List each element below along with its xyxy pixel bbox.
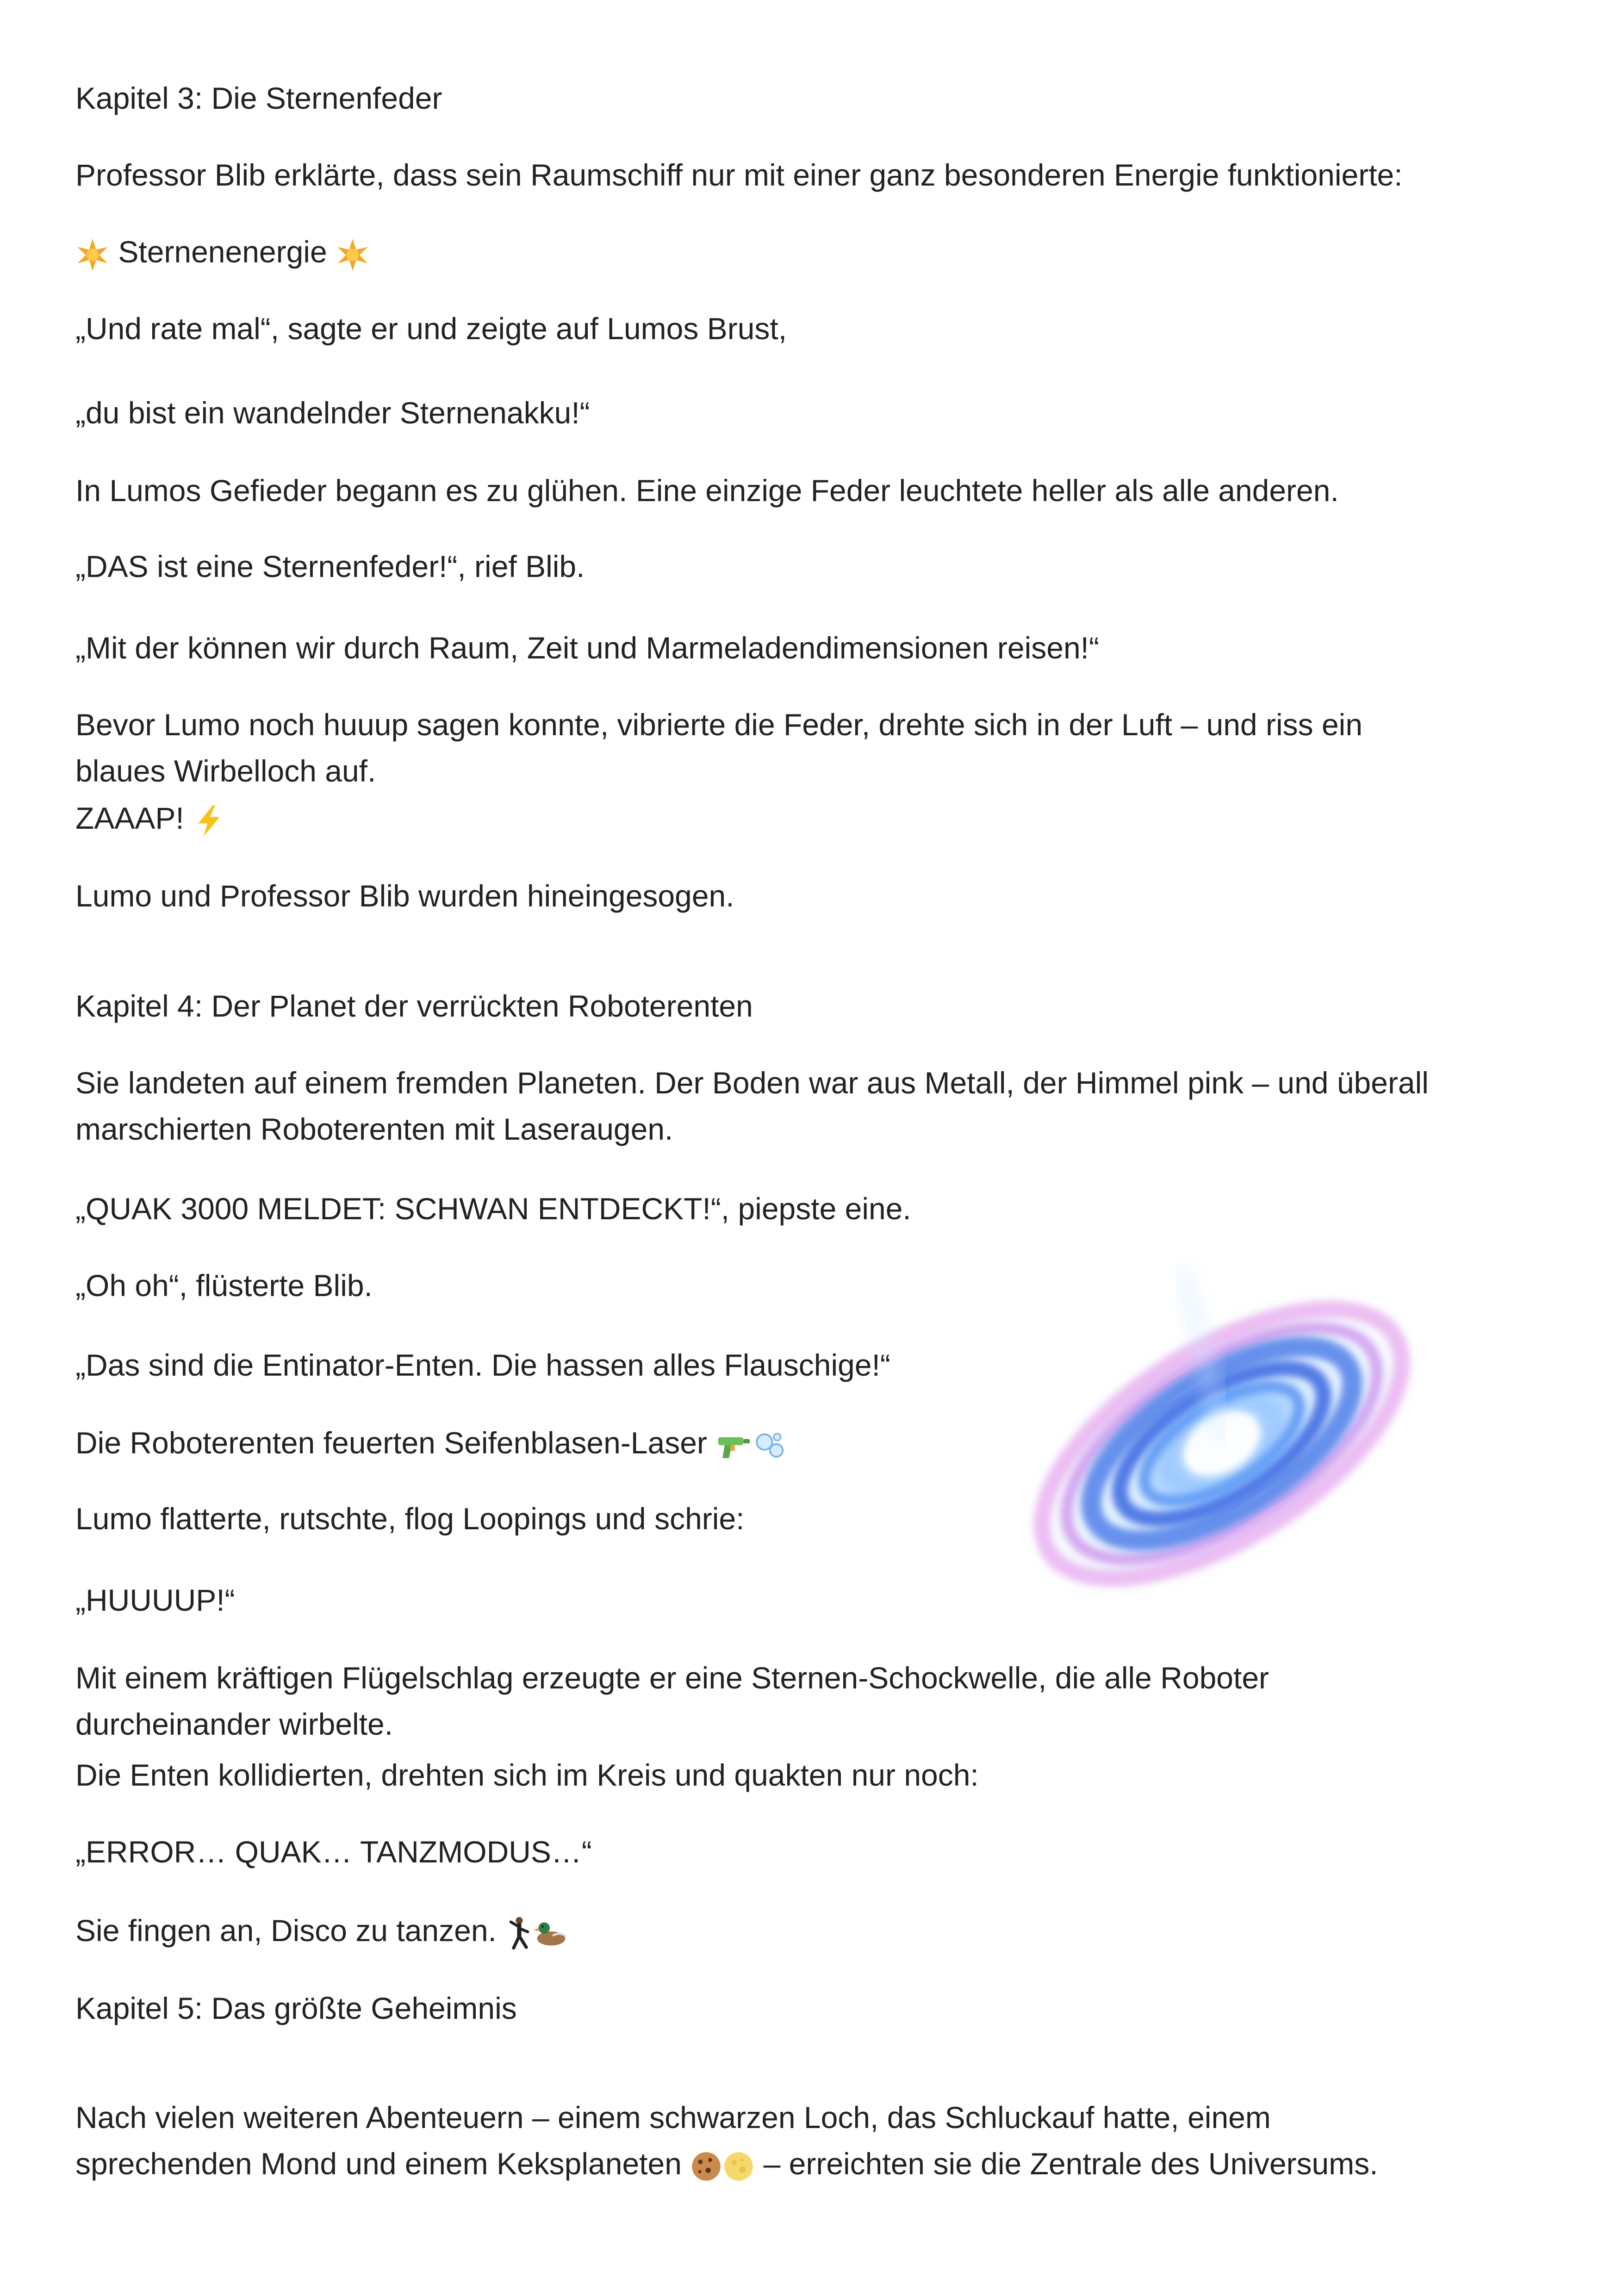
paragraph-line: Lumo flatterte, rutschte, flog Loopings und schrie: bbox=[75, 1502, 745, 1536]
paragraph-line: Professor Blib erklärte, dass sein Raumschiff nur mit einer ganz besonderen Energie funktionierte: bbox=[75, 158, 1403, 192]
paragraph-line: „DAS ist eine Sternenfeder!“, rief Blib. bbox=[75, 549, 585, 583]
bubbles-icon bbox=[753, 1428, 788, 1463]
zaaap-line: ZAAAP! bbox=[75, 795, 225, 841]
star-icon bbox=[75, 237, 110, 272]
paragraph-line: Mit einem kräftigen Flügelschlag erzeugte er eine Sternen-Schockwelle, die alle Roboter bbox=[75, 1661, 1269, 1695]
paragraph-line: „Und rate mal“, sagte er und zeigte auf Lumos Brust, bbox=[75, 311, 787, 346]
chapter-5-heading: Kapitel 5: Das größte Geheimnis bbox=[75, 1991, 517, 2025]
paragraph-line: In Lumos Gefieder begann es zu glühen. Eine einzige Feder leuchtete heller als alle anderen. bbox=[75, 473, 1339, 508]
paragraph-line: „Das sind die Entinator-Enten. Die hassen alles Flauschige!“ bbox=[75, 1348, 890, 1382]
paragraph-line: Nach vielen weiteren Abenteuern – einem schwarzen Loch, das Schluckauf hatte, einem bbox=[75, 2100, 1271, 2135]
laser-line: Die Roboterenten feuerten Seifenblasen-Laser bbox=[75, 1420, 788, 1466]
energy-line: Sternenenergie bbox=[75, 229, 370, 275]
paragraph-line: blaues Wirbelloch auf. bbox=[75, 754, 376, 788]
star-icon bbox=[336, 237, 370, 272]
paragraph-line: durcheinander wirbelte. bbox=[75, 1707, 393, 1741]
paragraph-line: „QUAK 3000 MELDET: SCHWAN ENTDECKT!“, piepste eine. bbox=[75, 1191, 911, 1226]
chapter-3-heading: Kapitel 3: Die Sternenfeder bbox=[75, 81, 442, 115]
paragraph-line: „du bist ein wandelnder Sternenakku!“ bbox=[75, 396, 590, 430]
paragraph-line: Sie landeten auf einem fremden Planeten. Der Boden war aus Metall, der Himmel pink – und überall bbox=[75, 1066, 1429, 1100]
full-moon-icon bbox=[722, 2150, 755, 2183]
paragraph-line: „HUUUUP!“ bbox=[75, 1583, 235, 1617]
chapter-4-heading: Kapitel 4: Der Planet der verrückten Roboterenten bbox=[75, 989, 753, 1023]
paragraph-line: „Mit der können wir durch Raum, Zeit und Marmeladendimensionen reisen!“ bbox=[75, 631, 1099, 665]
disco-line: Sie fingen an, Disco zu tanzen. bbox=[75, 1907, 569, 1954]
cookie-icon bbox=[690, 2150, 722, 2183]
paragraph-line: „Oh oh“, flüsterte Blib. bbox=[75, 1268, 373, 1303]
paragraph-line: sprechenden Mond und einem Keksplaneten – erreichten sie die Zentrale des Universums. bbox=[75, 2141, 1378, 2187]
lightning-icon bbox=[193, 804, 225, 838]
paragraph-line: „ERROR… QUAK… TANZMODUS…“ bbox=[75, 1835, 592, 1869]
galaxy-image bbox=[963, 1249, 1462, 1629]
duck-icon bbox=[534, 1917, 569, 1949]
paragraph-line: marschierten Roboterenten mit Laseraugen. bbox=[75, 1112, 673, 1146]
paragraph-line: Bevor Lumo noch huuup sagen konnte, vibrierte die Feder, drehte sich in der Luft – und riss ein bbox=[75, 707, 1363, 742]
water-pistol-icon bbox=[715, 1429, 753, 1462]
dancer-icon bbox=[505, 1916, 534, 1951]
paragraph-line: Lumo und Professor Blib wurden hineingesogen. bbox=[75, 879, 734, 913]
paragraph-line: Die Enten kollidierten, drehten sich im Kreis und quakten nur noch: bbox=[75, 1758, 979, 1792]
